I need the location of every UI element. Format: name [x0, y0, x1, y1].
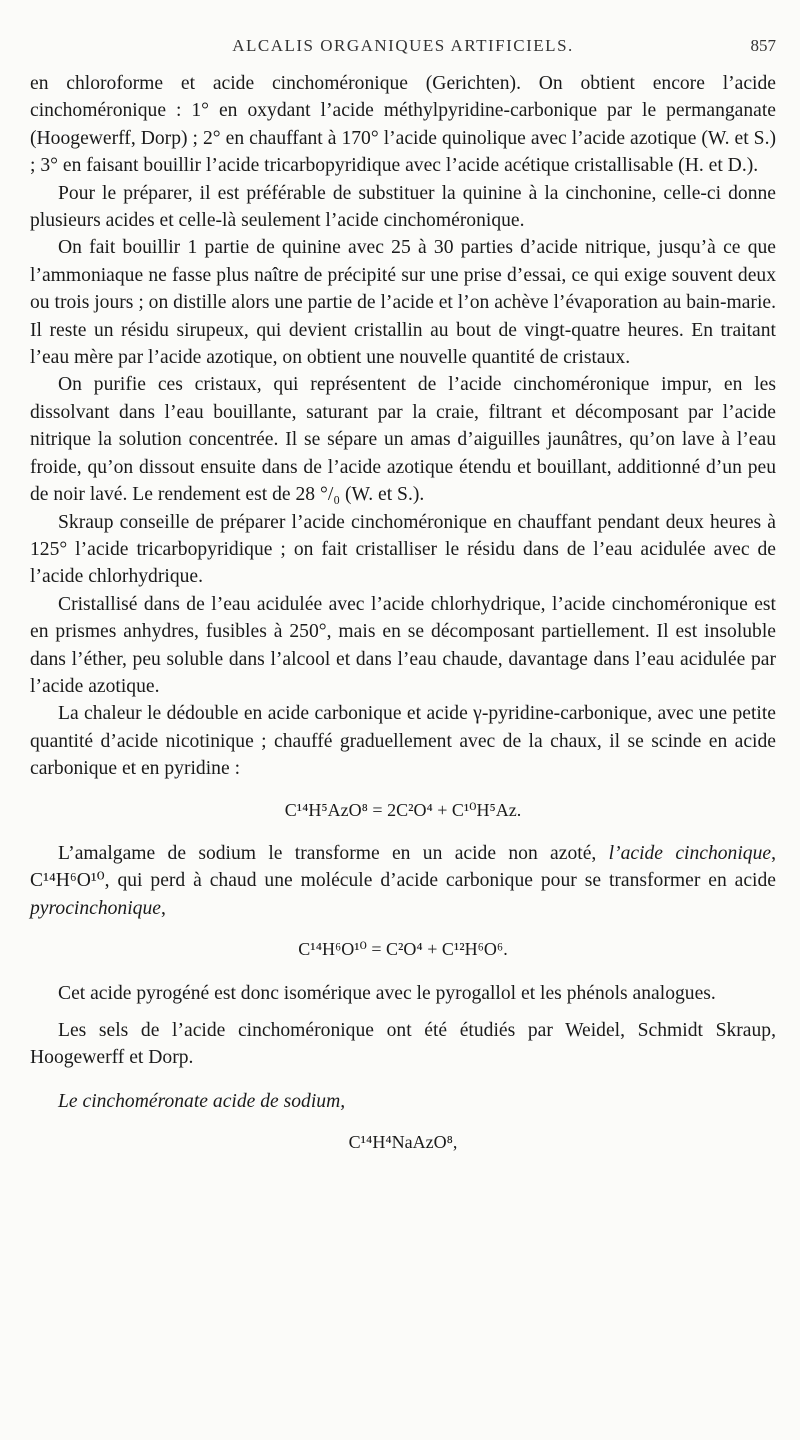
body-text: [30, 70, 776, 1173]
term-acide-cinchonique: l’acide cinchonique: [608, 842, 772, 864]
paragraph-8-start: L’amalgame de sodium le transforme en un acide non azoté,: [58, 842, 609, 864]
running-head: [30, 36, 776, 62]
paragraph-9: Cet acide pyrogéné est donc isomérique avec le pyrogallol et les phénols analogues.: [58, 982, 716, 1004]
paragraph-10: Les sels de l’acide cinchoméronique ont été étudiés par Weidel, Schmidt Skraup, Hoogewerff et Dorp.: [30, 1020, 776, 1069]
paragraph-8-mid: , C¹⁴H⁶O¹⁰, qui perd à chaud une molécule d’acide carbonique pour se transformer en acide: [30, 842, 776, 892]
formula-sodium-salt: C¹⁴H⁴NaAzO⁸,: [348, 1132, 458, 1153]
paragraph-7: La chaleur le dédouble en acide carbonique et acide γ-pyridine-carbonique, avec une petite quantité d’acide nicotinique ; chauffé graduellement avec de la chaux, il se scinde en acide carbonique et en pyridine :: [30, 703, 776, 780]
paragraph-5: Skraup conseille de préparer l’acide cinchoméronique en chauffant pendant deux heures à 125° l’acide tricarbopyridique ; on fait cristalliser le résidu dans de l’eau acidulée avec de l’acide chlorhydrique.: [30, 511, 776, 588]
paragraph-8: [30, 840, 776, 922]
formula-decomposition: C¹⁴H⁵AzO⁸ = 2C²O⁴ + C¹⁰H⁵Az.: [284, 799, 522, 820]
paragraph-1: en chloroforme et acide cinchoméronique (Gerichten). On obtient encore l’acide cinchoméronique : 1° en oxydant l’acide méthylpyridine-carbonique par le permanganate (Hoogewerff, Dorp) ; 2° en chauffant à 170° l’acide quinolique avec l’acide azotique (W. et S.) ; 3° en faisant bouillir l’acide tricarbopyridique avec l’acide acétique cristallisable (H. et D.).: [30, 73, 776, 177]
term-pyrocinchonique: pyrocinchonique: [30, 897, 161, 919]
paragraph-6: Cristallisé dans de l’eau acidulée avec l’acide chlorhydrique, l’acide cinchoméronique est en prismes anhydres, fusibles à 250°, mais en se décomposant partiellement. Il est insoluble dans l’éther, peu soluble dans l’alcool et dans l’eau chaude, davantage dans l’eau acidulée par l’acide azotique.: [30, 593, 776, 697]
paragraph-8-end: ,: [160, 897, 166, 919]
running-title: ALCALIS ORGANIQUES ARTIFICIELS.: [232, 36, 574, 55]
formula-pyrocinchonique: C¹⁴H⁶O¹⁰ = C²O⁴ + C¹²H⁶O⁶.: [298, 939, 508, 960]
paragraph-3: On fait bouillir 1 partie de quinine avec 25 à 30 parties d’acide nitrique, jusqu’à ce que l’ammoniaque ne fasse plus naître de précipité sur une prise d’essai, ce qui exige souvent deux ou trois jours ; on distille alors une partie de l’acide et l’on achève l’évaporation au bain-marie. Il reste un résidu sirupeux, qui devient cristallin au bout de vingt-quatre heures. En traitant l’eau mère par l’acide azotique, on obtient une nouvelle quantité de cristaux.: [30, 237, 776, 369]
paragraph-4: On purifie ces cristaux, qui représentent de l’acide cinchoméronique impur, en les dissolvant dans l’eau bouillante, saturant par la craie, filtrant et décomposant par l’acide nitrique la solution concentrée. Il se sépare un amas d’aiguilles jaunâtres, qu’on lave à l’eau froide, qu’on dissout ensuite dans de l’acide azotique étendu et bouillant, additionné d’un peu de noir lavé. Le rendement est de 28 °/₀ (W. et S.).: [30, 374, 776, 506]
paragraph-2: Pour le préparer, il est préférable de substituer la quinine à la cinchonine, celle-ci donne plusieurs acides et celle-là seulement l’acide cinchoméronique.: [30, 182, 776, 232]
paragraph-11: [30, 1088, 776, 1115]
salt-name: Le cinchoméronate acide de sodium,: [58, 1090, 346, 1112]
page-number: 857: [750, 36, 776, 55]
